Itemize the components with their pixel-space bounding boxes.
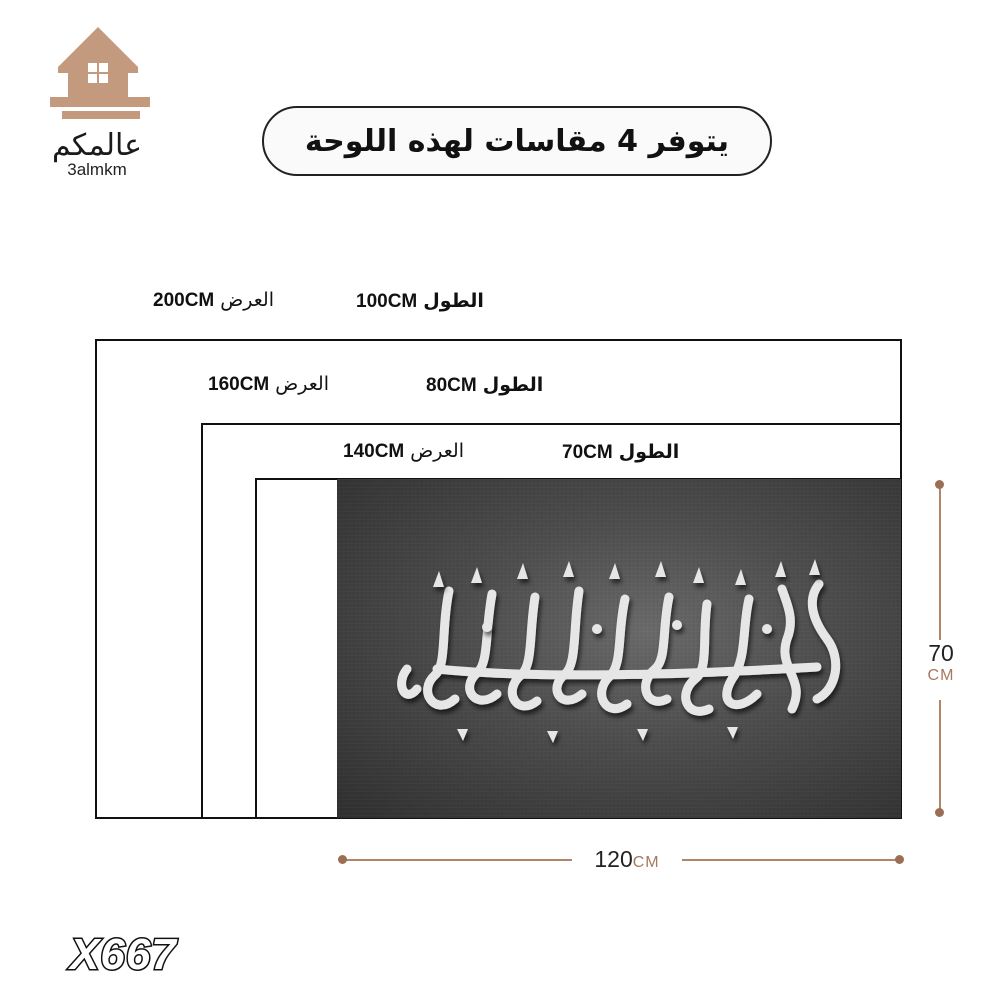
size-label-length-80: 80CM الطول xyxy=(426,374,544,396)
size-label-width-200: 200CM العرض xyxy=(153,289,274,311)
size-label-width-140: 140CM العرض xyxy=(343,440,464,462)
title-text: يتوفر 4 مقاسات لهذه اللوحة xyxy=(304,123,730,159)
title-banner xyxy=(262,106,772,176)
width-dimension-end-dot xyxy=(895,855,904,864)
width-dimension-label: 120CM xyxy=(572,846,682,876)
height-dimension-label: 70 CM xyxy=(918,640,964,700)
brand-name-latin: 3almkm xyxy=(67,160,127,179)
brand-name-arabic: عالمكم xyxy=(51,128,143,163)
house-icon xyxy=(40,25,160,130)
calligraphy-image xyxy=(337,479,901,818)
calligraphy-artwork xyxy=(337,479,901,818)
height-dimension-start-dot xyxy=(935,480,944,489)
size-label-width-160: 160CM العرض xyxy=(208,373,329,395)
size-label-length-70: 70CM الطول xyxy=(562,441,680,463)
product-code: X667 xyxy=(70,930,177,979)
height-dimension-end-dot xyxy=(935,808,944,817)
width-dimension-start-dot xyxy=(338,855,347,864)
size-label-length-100: 100CM الطول xyxy=(356,290,484,312)
